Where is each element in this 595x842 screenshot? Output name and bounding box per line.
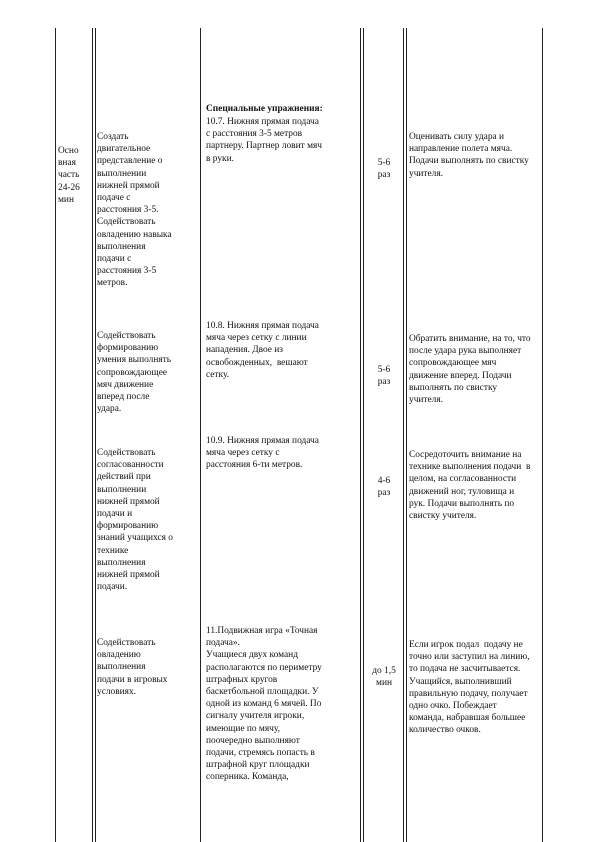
dosage-cell: 5-6 раз — [377, 365, 391, 388]
goal-cell: Содействовать формированию умения выполнять сопровождающее мяч движение вперед после удара. — [97, 331, 172, 415]
goal-cell: Содействовать овладению выполнения подачи в игровых условиях. — [97, 638, 168, 697]
dosage-cell: до 1,5 мин — [372, 666, 396, 689]
table-border-left — [55, 28, 56, 842]
table-border-right — [542, 28, 543, 842]
exercise-cell: 11.Подвижная игра «Точная подача». Учащиеся двух команд располагаются по периметру штрафных кругов баскетбольной площадки. У одной из команд 6 мячей. По сигналу учителя игроки, имеющие по мячу, поочередно выполняют подачи, стремясь попасть в штрафной круг площадки соперника. Команда, — [206, 626, 322, 783]
exercise-cell: 10.8. Нижняя прямая подача мяча через сетку с линии нападения. Двое из освобожденных, вешают сетку. — [206, 321, 319, 380]
exercise-cell: 10.7. Нижняя прямая подача с расстояния 3-5 метров партнеру. Партнер ловит мяч в руки. — [206, 117, 323, 164]
column-divider-2 — [200, 28, 201, 842]
stage-cell: Осно вная часть 24-26 мин — [58, 146, 80, 205]
column-divider-4 — [403, 28, 404, 842]
column-divider-1 — [92, 28, 93, 842]
exercise-heading: Специальные упражнения: — [206, 104, 323, 114]
exercise-cell: 10.9. Нижняя прямая подача мяча через сетку с расстояния 6-ти метров. — [206, 436, 319, 471]
guidance-cell: Оценивать силу удара и направление полета мяча. Подачи выполнять по свистку учителя. — [409, 132, 529, 179]
guidance-cell: Сосредоточить внимание на технике выполнения подачи в целом, на согласованности движений ног, туловища и рук. Подачи выполнять по свистку учителя. — [409, 450, 531, 522]
guidance-cell: Обратить внимание, на то, что после удара рука выполняет сопровождающее мяч движение вперед. Подачи выполнять по свистку учителя. — [409, 334, 531, 406]
goal-cell: Создать двигательное представление о выполнении нижней прямой подаче с расстояния 3-5. Содействовать овладению навыка выполнения подачи с расстояния 3-5 метров. — [97, 132, 172, 289]
dosage-cell: 4-6 раз — [377, 476, 391, 499]
guidance-cell: Если игрок подал подачу не точно или заступил на линию, то подача не засчитывается. Учащийся, выполнивший правильную подачу, получает одно очко. Побеждает команда, набравшая большее количество очков. — [409, 640, 530, 736]
lesson-plan-table — [55, 28, 543, 842]
goal-cell: Содействовать согласованности действий при выполнении нижней прямой подачи и формированию знаний учащихся о технике выполнения нижней прямой подачи. — [97, 448, 173, 593]
dosage-cell: 5-6 раз — [377, 158, 391, 181]
column-divider-3 — [360, 28, 361, 842]
